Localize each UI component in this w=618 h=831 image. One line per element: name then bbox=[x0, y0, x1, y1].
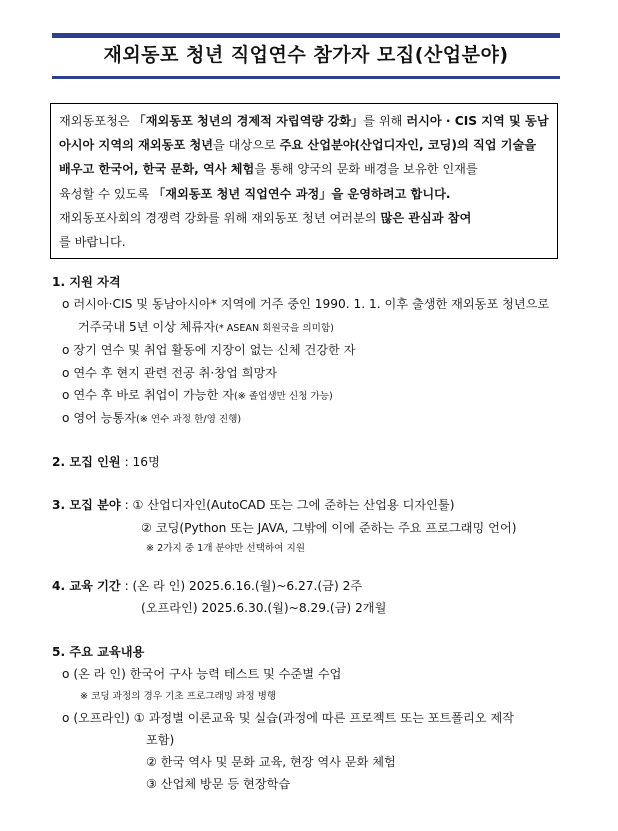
title-bottom-rule bbox=[52, 76, 560, 79]
section-4-heading: 4. 교육 기간 bbox=[52, 579, 121, 593]
intro-line-5 bbox=[59, 206, 551, 230]
s1-bullet-1-cont bbox=[78, 318, 334, 335]
intro-text: 를 위해 bbox=[363, 114, 407, 128]
intro-text: 육성할 수 있도록 bbox=[59, 186, 154, 201]
s5-bullet-2-cont: 포함) bbox=[146, 733, 175, 747]
s1-bullet-2: o 장기 연수 및 취업 활동에 지장이 없는 신체 건강한 자 bbox=[62, 343, 356, 357]
s5-bullet-1-note: ※ 코딩 과정의 경우 기초 프로그래밍 과정 병행 bbox=[80, 691, 277, 702]
section-3 bbox=[52, 496, 454, 513]
s1-bullet-3: o 연수 후 현지 관련 전공 취·창업 희망자 bbox=[62, 366, 278, 380]
intro-line-6: 를 바랍니다. bbox=[59, 235, 126, 250]
s1-bullet-5-text: o 영어 능통자 bbox=[62, 411, 137, 425]
section-5-heading: 5. 주요 교육내용 bbox=[52, 645, 145, 659]
intro-line-4 bbox=[59, 182, 551, 206]
intro-text: 재외동포청은 bbox=[59, 114, 134, 128]
section-2-value: : 16명 bbox=[120, 455, 160, 469]
intro-line-1 bbox=[59, 109, 551, 133]
intro-line-2 bbox=[59, 133, 551, 157]
s1-bullet-1-text: 거주국내 5년 이상 체류자 bbox=[78, 320, 216, 334]
s1-bullet-1: o 러시아·CIS 및 동남아시아* 지역에 거주 중인 1990. 1. 1. 이후 출생한 재외동포 청년으로 bbox=[62, 297, 550, 311]
s1-bullet-5-note: (※ 연수 과정 한/영 진행) bbox=[136, 414, 242, 425]
section-3-value-1: : ① 산업디자인(AutoCAD 또는 그에 준하는 산업용 디자인툴) bbox=[120, 498, 455, 512]
s1-bullet-4-note: (※ 졸업생만 신청 가능) bbox=[233, 391, 333, 402]
intro-text: 을 대상으로 bbox=[213, 138, 280, 153]
intro-bold: 을 운영하려고 합니다. bbox=[331, 186, 451, 201]
s1-bullet-4 bbox=[62, 386, 333, 403]
section-1-heading: 1. 지원 자격 bbox=[52, 275, 121, 289]
s1-bullet-1-note: (* ASEAN 회원국을 의미함) bbox=[215, 323, 334, 334]
section-4-value-2: (오프라인) 2025.6.30.(월)~8.29.(금) 2개월 bbox=[141, 601, 387, 615]
s5-bullet-1: o (온 라 인) 한국어 구사 능력 테스트 및 수준별 수업 bbox=[62, 667, 342, 681]
intro-bold: 「재외동포 청년의 경제적 자립역량 강화」 bbox=[133, 114, 364, 128]
intro-bold: 배우고 한국어, 한국 문화, 역사 체험 bbox=[59, 162, 255, 177]
section-4 bbox=[52, 577, 362, 594]
intro-text: 을 통해 양국의 문화 배경을 보유한 인재를 bbox=[254, 162, 478, 177]
s5-bullet-2-item-3: ③ 산업체 방문 등 현장학습 bbox=[146, 777, 291, 791]
title-block bbox=[52, 33, 560, 79]
s1-bullet-5 bbox=[62, 409, 241, 426]
intro-bold: 러시아 · CIS 지역 및 동남 bbox=[406, 114, 549, 128]
section-3-value-2: ② 코딩(Python 또는 JAVA, 그밖에 이에 준하는 주요 프로그래밍 언어) bbox=[141, 521, 517, 535]
intro-bold: 주요 산업분야(산업디자인, 코딩)의 직업 기술을 bbox=[279, 138, 537, 153]
section-2-heading: 2. 모집 인원 bbox=[52, 455, 121, 469]
section-3-heading: 3. 모집 분야 bbox=[52, 498, 121, 512]
intro-bold: 많은 관심과 참여 bbox=[380, 210, 472, 225]
s5-bullet-2-item-2: ② 한국 역사 및 문화 교육, 현장 역사 문화 체험 bbox=[146, 755, 396, 769]
section-3-note: ※ 2가지 중 1개 분야만 선택하여 지원 bbox=[146, 543, 306, 554]
intro-text: 재외동포사회의 경쟁력 강화를 위해 재외동포 청년 여러분의 bbox=[59, 210, 381, 225]
s1-bullet-4-text: o 연수 후 바로 취업이 가능한 자 bbox=[62, 388, 234, 402]
intro-line-3 bbox=[59, 157, 551, 181]
s5-bullet-2: o (오프라인) ① 과정별 이론교육 및 실습(과정에 따른 프로젝트 또는 포트폴리오 제작 bbox=[62, 711, 515, 725]
page-title: 재외동포 청년 직업연수 참가자 모집(산업분야) bbox=[103, 44, 509, 66]
intro-box bbox=[50, 103, 558, 259]
section-2 bbox=[52, 453, 160, 470]
section-4-value-1: : (온 라 인) 2025.6.16.(월)~6.27.(금) 2주 bbox=[120, 579, 363, 593]
intro-bold: 「재외동포 청년 직업연수 과정」 bbox=[153, 186, 332, 201]
intro-bold: 아시아 지역의 재외동포 청년 bbox=[59, 138, 214, 153]
